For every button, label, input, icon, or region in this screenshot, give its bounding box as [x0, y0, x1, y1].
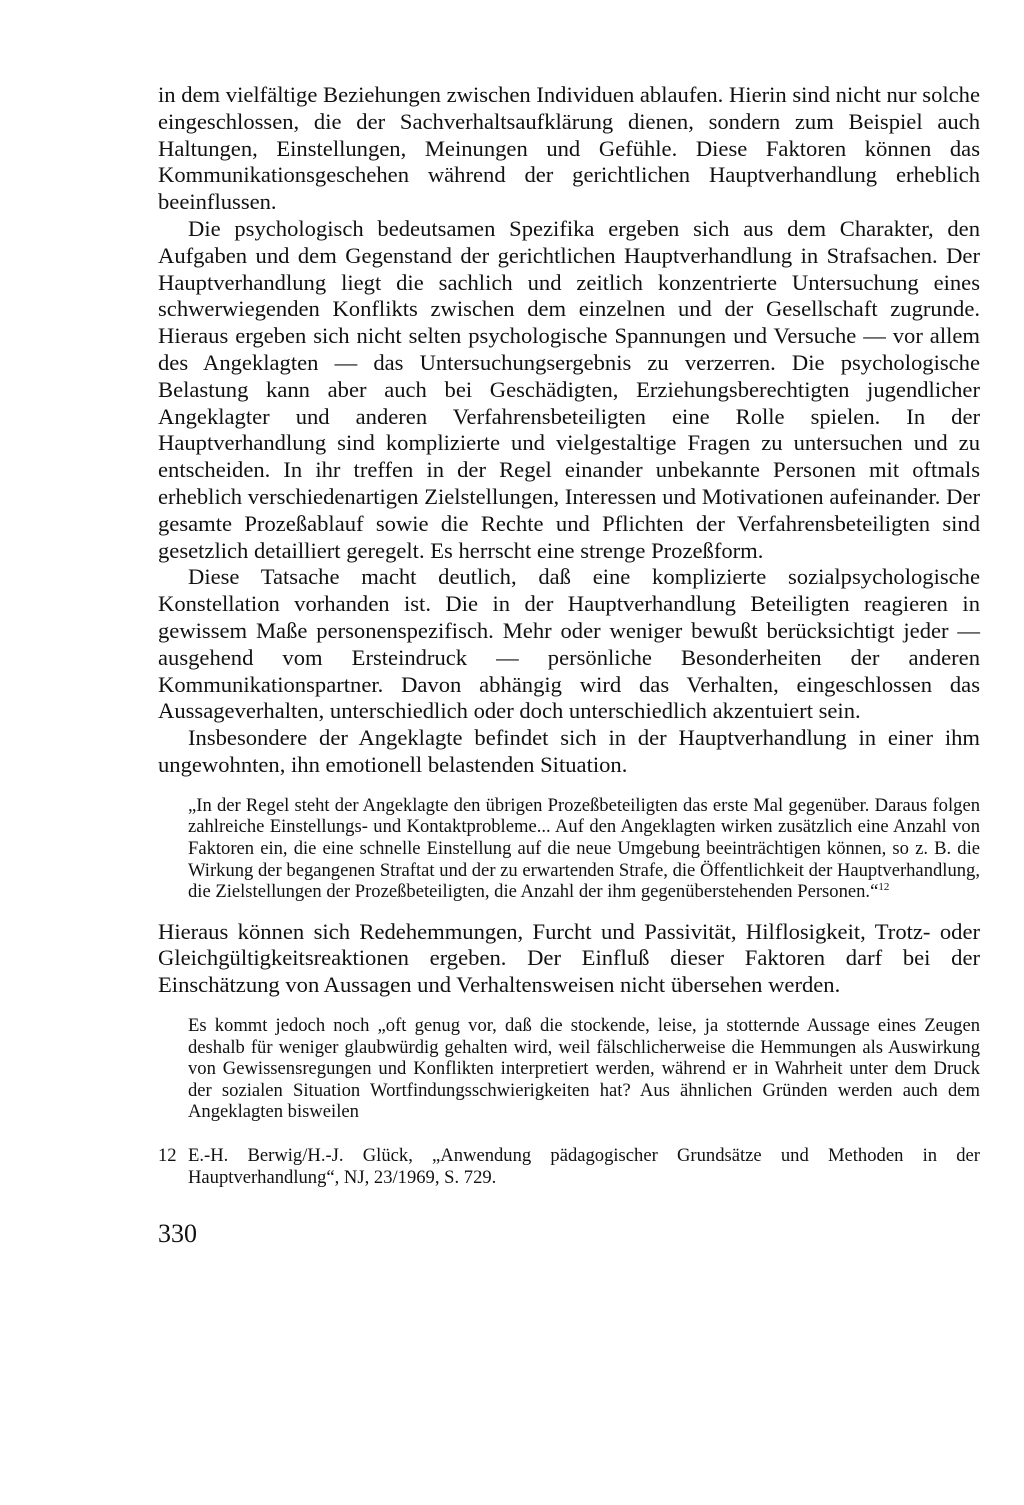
footnote-text: E.-H. Berwig/H.-J. Glück, „Anwendung pädagogischer Grundsätze und Methoden in der Hauptverhandlung“, NJ, 23/1969, S. 729. — [188, 1145, 980, 1189]
block-quote — [188, 795, 980, 903]
body-paragraph: Hieraus können sich Redehemmungen, Furcht und Passivität, Hilflosigkeit, Trotz- oder Gleichgültigkeitsreaktionen ergeben. Der Einfluß dieser Faktoren darf bei der Einschätzung von Aussagen und Verhaltensweisen nicht übersehen werden. — [158, 918, 980, 998]
footnote-number: 12 — [158, 1145, 177, 1167]
body-paragraph-continuation: in dem vielfältige Beziehungen zwischen Individuen ablaufen. Hierin sind nicht nur solche eingeschlossen, die der Sachverhaltsaufklärung dienen, sondern zum Beispiel auch Haltungen, Einstellungen, Meinungen und Gefühle. Diese Faktoren können das Kommunikationsgeschehen während der gerichtlichen Hauptverhandlung erheblich beeinflussen. — [158, 82, 980, 215]
footnote-reference: 12 — [878, 880, 890, 893]
page-number: 330 — [158, 1219, 197, 1249]
body-paragraph: Insbesondere der Angeklagte befindet sich in der Hauptverhandlung in einer ihm ungewohnten, ihn emotionell belastenden Situation. — [158, 725, 980, 777]
block-quote-text: Es kommt jedoch noch „oft genug vor, daß die stockende, leise, ja stotternde Aussage eines Zeugen deshalb für weniger glaubwürdig gehalten wird, weil fälschlicherweise die Hemmungen als Auswirkung von Gewissensregungen und Konflikten interpretiert werden, während er in Wahrheit unter dem Druck der sozialen Situation Wortfindungsschwierigkeiten hat? Aus ähnlichen Gründen werden auch dem Angeklagten bisweilen — [188, 1015, 980, 1123]
body-paragraph: Diese Tatsache macht deutlich, daß eine komplizierte sozialpsychologische Konstellation vorhanden ist. Die in der Hauptverhandlung Beteiligten reagieren in gewissem Maße personenspezifisch. Mehr oder weniger bewußt berücksichtigt jeder — ausgehend vom Ersteindruck — persönliche Besonderheiten der anderen Kommunikationspartner. Davon abhängig wird das Verhalten, eingeschlossen das Aussageverhalten, unterschiedlich oder doch unterschiedlich akzentuiert sein. — [158, 564, 980, 724]
book-page — [158, 82, 980, 1249]
body-paragraph: Die psychologisch bedeutsamen Spezifika ergeben sich aus dem Charakter, den Aufgaben und dem Gegenstand der gerichtlichen Hauptverhandlung in Strafsachen. Der Hauptverhandlung liegt die sachlich und zeitlich konzentrierte Untersuchung eines schwerwiegenden Konflikts zwischen dem einzelnen und der Gesellschaft zugrunde. Hieraus ergeben sich nicht selten psychologische Spannungen und Versuche — vor allem des Angeklagten — das Untersuchungsergebnis zu verzerren. Die psychologische Belastung kann aber auch bei Geschädigten, Erziehungsberechtigten jugendlicher Angeklagter und anderen Verfahrensbeteiligten eine Rolle spielen. In der Hauptverhandlung sind komplizierte und vielgestaltige Fragen zu untersuchen und zu entscheiden. In ihr treffen in der Regel einander unbekannte Personen mit oftmals erheblich verschiedenartigen Zielstellungen, Interessen und Motivationen aufeinander. Der gesamte Prozeßablauf sowie die Rechte und Pflichten der Verfahrensbeteiligten sind gesetzlich detailliert geregelt. Es herrscht eine strenge Prozeßform. — [158, 215, 980, 563]
block-quote-text: „In der Regel steht der Angeklagte den übrigen Prozeßbeteiligten das erste Mal gegenüber. Daraus folgen zahlreiche Einstellungs- und Kontaktprobleme... Auf den Angeklagten wirken zusätzlich eine Anzahl von Faktoren ein, die eine schnelle Einstellung auf die neue Umgebung beeinträchtigen können, so z. B. die Wirkung der begangenen Straftat und der zu erwartenden Strafe, die Öffentlichkeit der Hauptverhandlung, die Zielstellungen der Prozeßbeteiligten, die Anzahl der ihm gegenüberstehenden Personen.“ — [188, 794, 980, 903]
footnote — [158, 1145, 980, 1189]
block-quote — [188, 1015, 980, 1123]
